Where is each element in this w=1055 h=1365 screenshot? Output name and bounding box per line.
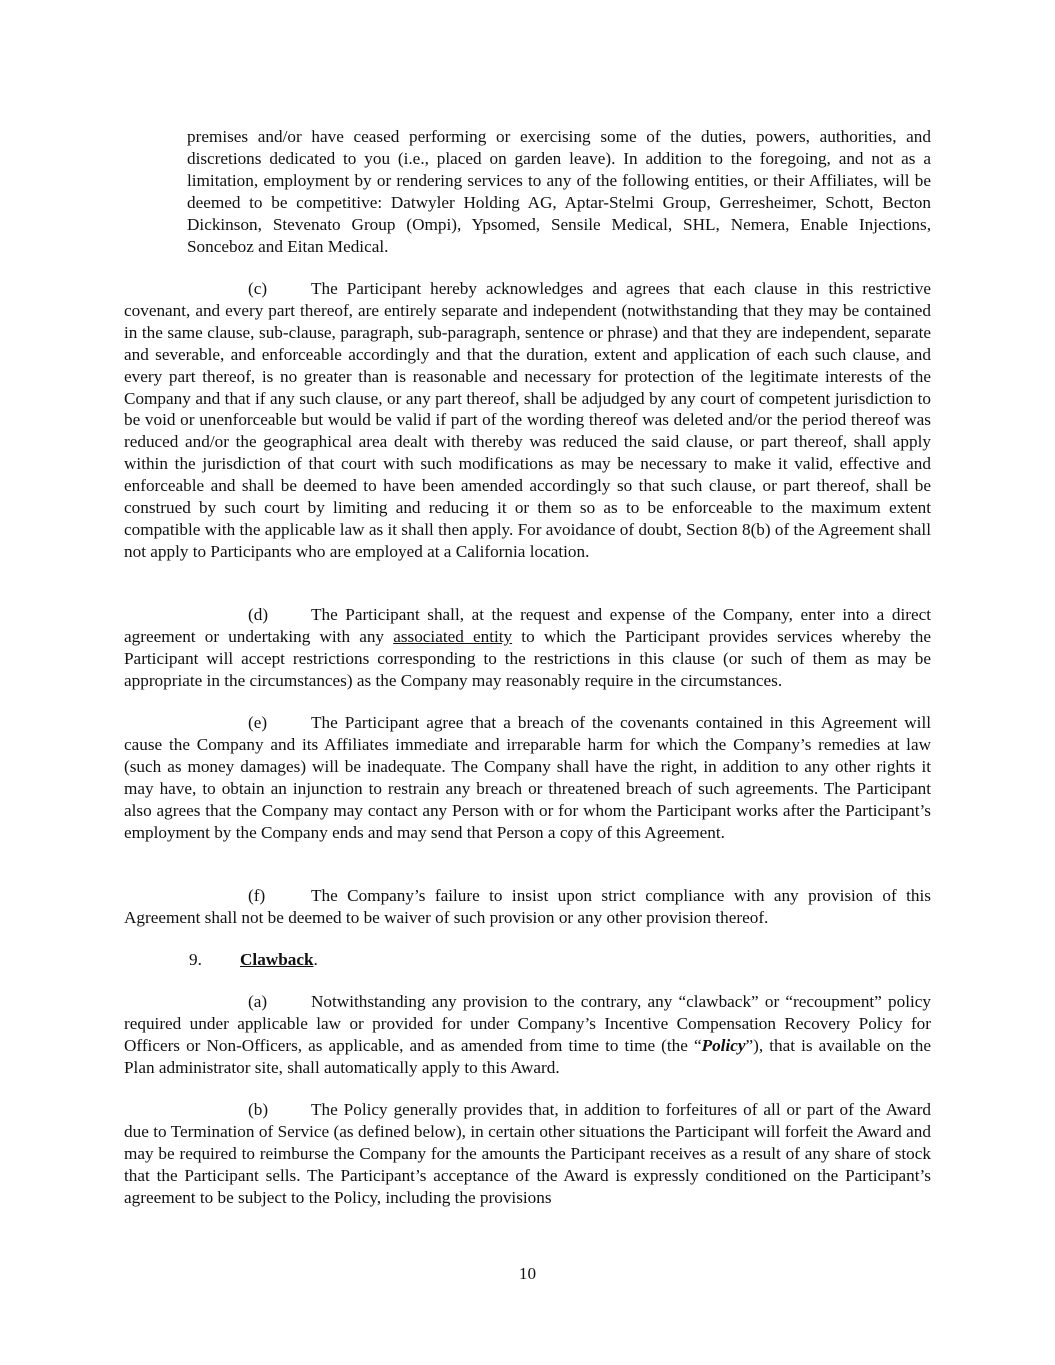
paragraph-9b: [124, 1099, 931, 1209]
paragraph-9a: [124, 991, 931, 1079]
paragraph-text: The Policy generally provides that, in addition to forfeitures of all or part of the Award due to Termination of Service (as defined below), in certain other situations the Participant will forfeit the Award and may be required to reimburse the Company for the amounts the Participant receives as a result of any share of stock that the Participant sells. The Participant’s acceptance of the Award is expressly conditioned on the Participant’s agreement to be subject to the Policy, including the provisions: [124, 1100, 931, 1207]
paragraph-text: The Participant hereby acknowledges and agrees that each clause in this restrictive covenant, and every part thereof, are entirely separate and independent (notwithstanding that they may be contained in the same clause, sub-clause, paragraph, sub-paragraph, sentence or phrase) and that they are independent, separate and severable, and enforceable accordingly and that the duration, extent and application of each such clause, and every part thereof, is no greater than is reasonable and necessary for protection of the legitimate interests of the Company and that if any such clause, or any part thereof, shall be adjudged by any court of competent jurisdiction to be void or unenforceable but would be valid if part of the wording thereof was deleted and/or the period thereof was reduced and/or the geographical area dealt with thereby was reduced the said clause, or part thereof, shall apply within the jurisdiction of that court with such modifications as may be necessary to make it valid, effective and enforceable and shall be deemed to have been amended accordingly so that such clause, or part thereof, shall be construed by such court by limiting and reducing it or them so as to be enforceable to the maximum extent compatible with the applicable law as it shall then apply. For avoidance of doubt, Section 8(b) of the Agreement shall not apply to Participants who are employed at a California location.: [124, 279, 931, 561]
section-title-punct: .: [313, 950, 318, 969]
section-number: 9.: [189, 950, 202, 969]
paragraph-text: The Participant shall, at the request and expense of the Company, enter into a direct agreement or undertaking with any: [124, 605, 931, 646]
paragraph-text: The Company’s failure to insist upon strict compliance with any provision of this Agreement shall not be deemed to be waiver of such provision or any other provision thereof.: [124, 886, 931, 927]
paragraph-text: to which the Participant provides services whereby the Participant will accept restrictions corresponding to the restrictions in this clause (or such of them as may be appropriate in the circumstances) as the Company may reasonably require in the circumstances.: [124, 626, 931, 690]
paragraph-d: [124, 604, 931, 692]
page-number: 10: [518, 1264, 537, 1283]
section-title: Clawback: [240, 950, 314, 969]
paragraph-e: [124, 712, 931, 843]
paragraph-label: (a): [248, 992, 268, 1011]
paragraph-text: Notwithstanding any provision to the contrary, any “clawback” or “recoupment” policy required under applicable law or provided for under Company’s Incentive Compensation Recovery Policy for Officers or Non-Officers, as applicable, and as amended from time to time (the “: [124, 992, 931, 1055]
paragraph-c: [124, 278, 931, 563]
paragraph-text: premises and/or have ceased performing or exercising some of the duties, powers, authorities, and discretions dedicated to you (i.e., placed on garden leave). In addition to the foregoing, and not as a limitation, employment by or rendering services to any of the following entities, or their Affiliates, will be deemed to be competitive: Datwyler Holding AG, Aptar-Stelmi Group, Gerresheimer, Schott, Becton Dickinson, Stevenato Group (Ompi), Ypsomed, Sensile Medical, SHL, Nemera, Enable Injections, Sonceboz and Eitan Medical.: [187, 127, 931, 256]
paragraph-label: (e): [248, 713, 268, 732]
section-heading-clawback: [189, 949, 931, 971]
defined-term-policy: Policy: [701, 1035, 746, 1055]
paragraph-text: ”), that is available on the Plan administrator site, shall automatically apply to this Award.: [124, 1035, 931, 1077]
paragraph-f: [124, 885, 931, 929]
paragraph-label: (d): [248, 605, 269, 624]
paragraph-continuation: [187, 126, 931, 257]
defined-term-associated-entity: associated entity: [393, 626, 513, 646]
paragraph-text: The Participant agree that a breach of the covenants contained in this Agreement will cause the Company and its Affiliates immediate and irreparable harm for which the Company’s remedies at law (such as money damages) will be inadequate. The Company shall have the right, in addition to any other rights it may have, to obtain an injunction to restrain any breach or threatened breach of such agreements. The Participant also agrees that the Company may contact any Person with or for whom the Participant works after the Participant’s employment by the Company ends and may send that Person a copy of this Agreement.: [124, 713, 931, 842]
paragraph-label: (b): [248, 1100, 269, 1119]
paragraph-label: (c): [248, 279, 268, 298]
paragraph-label: (f): [248, 886, 266, 905]
